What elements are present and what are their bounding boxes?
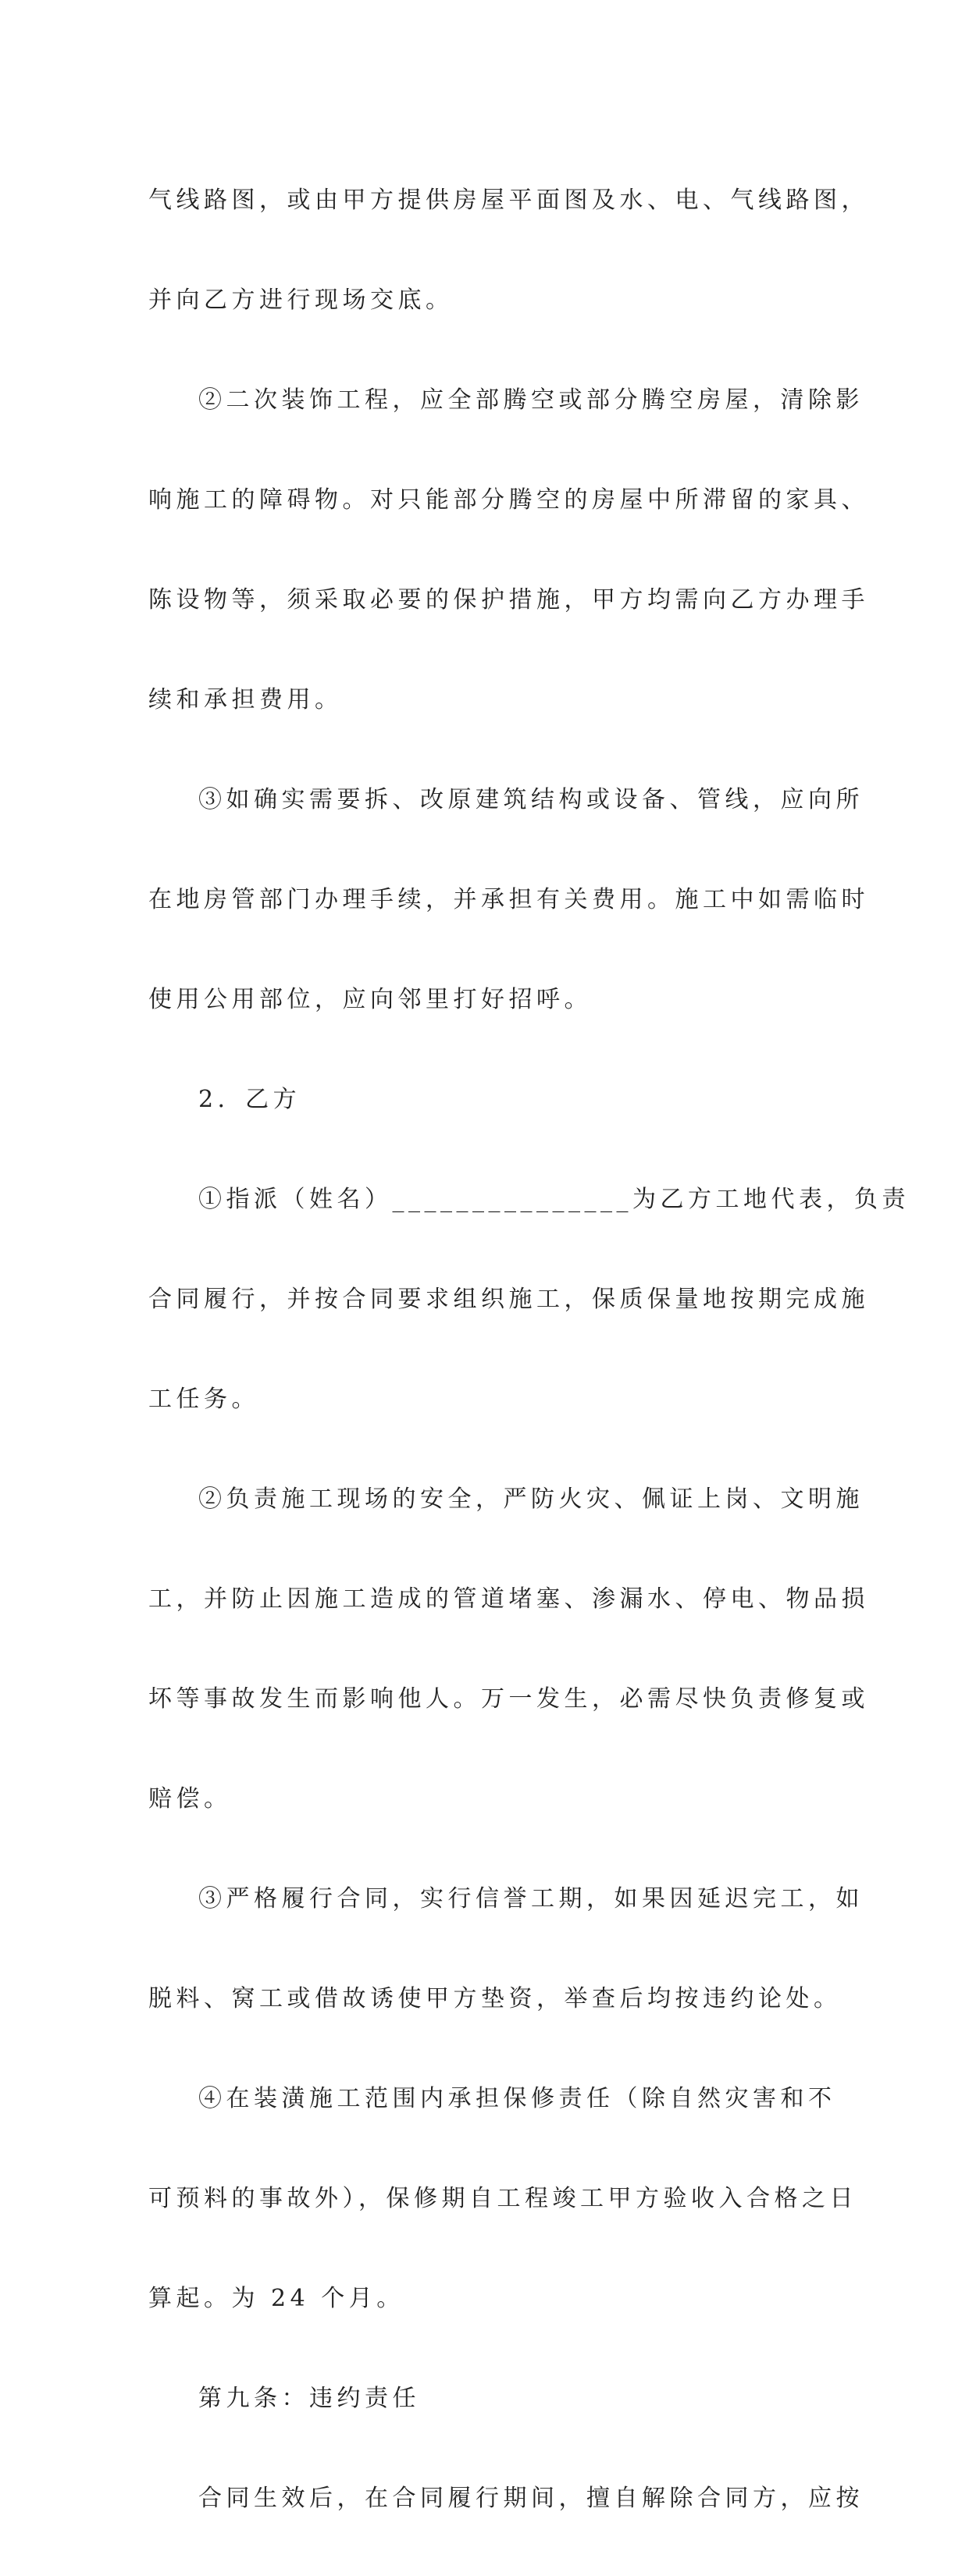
paragraph-start-line: ③如确实需要拆、改原建筑结构或设备、管线，应向所	[198, 786, 864, 813]
article-heading: 第九条：违约责任	[198, 2385, 420, 2412]
text-line: 工任务。	[148, 1386, 259, 1413]
text-line: 气线路图，或由甲方提供房屋平面图及水、电、气线路图，	[148, 187, 869, 214]
paragraph-start-line: 合同生效后，在合同履行期间，擅自解除合同方，应按	[198, 2485, 864, 2512]
paragraph-start-line: ③严格履行合同，实行信誉工期，如果因延迟完工，如	[198, 1885, 864, 1912]
text-line: 赔偿。	[148, 1785, 232, 1813]
text-line: 坏等事故发生而影响他人。万一发生，必需尽快负责修复或	[148, 1685, 869, 1713]
paragraph-start-line: ④在装潢施工范围内承担保修责任（除自然灾害和不	[198, 2085, 836, 2112]
text-line: 续和承担费用。	[148, 686, 343, 713]
text-line: 并向乙方进行现场交底。	[148, 286, 454, 314]
text-line: 陈设物等，须采取必要的保护措施，甲方均需向乙方办理手	[148, 586, 869, 614]
paragraph-start-line: ②负责施工现场的安全，严防火灾、佩证上岗、文明施	[198, 1485, 864, 1513]
text-line: 算起。为 24 个月。	[148, 2285, 404, 2312]
text-line: 脱料、窝工或借故诱使甲方垫资，举查后均按违约论处。	[148, 1985, 842, 2012]
paragraph-start-line: ①指派（姓名）_______________为乙方工地代表，负责	[198, 1186, 910, 1213]
text-line: 响施工的障碍物。对只能部分腾空的房屋中所滞留的家具、	[148, 486, 869, 514]
paragraph-start-line: ②二次装饰工程，应全部腾空或部分腾空房屋，清除影	[198, 386, 864, 414]
text-line: 工，并防止因施工造成的管道堵塞、渗漏水、停电、物品损	[148, 1585, 869, 1613]
text-line: 可预料的事故外），保修期自工程竣工甲方验收入合格之日	[148, 2185, 857, 2212]
text-line: 使用公用部位，应向邻里打好招呼。	[148, 986, 592, 1013]
text-line: 合同履行，并按合同要求组织施工，保质保量地按期完成施	[148, 1286, 869, 1313]
section-heading-party-b: 2．乙方	[198, 1086, 301, 1113]
document-body	[148, 123, 910, 2576]
text-line: 在地房管部门办理手续，并承担有关费用。施工中如需临时	[148, 886, 869, 913]
